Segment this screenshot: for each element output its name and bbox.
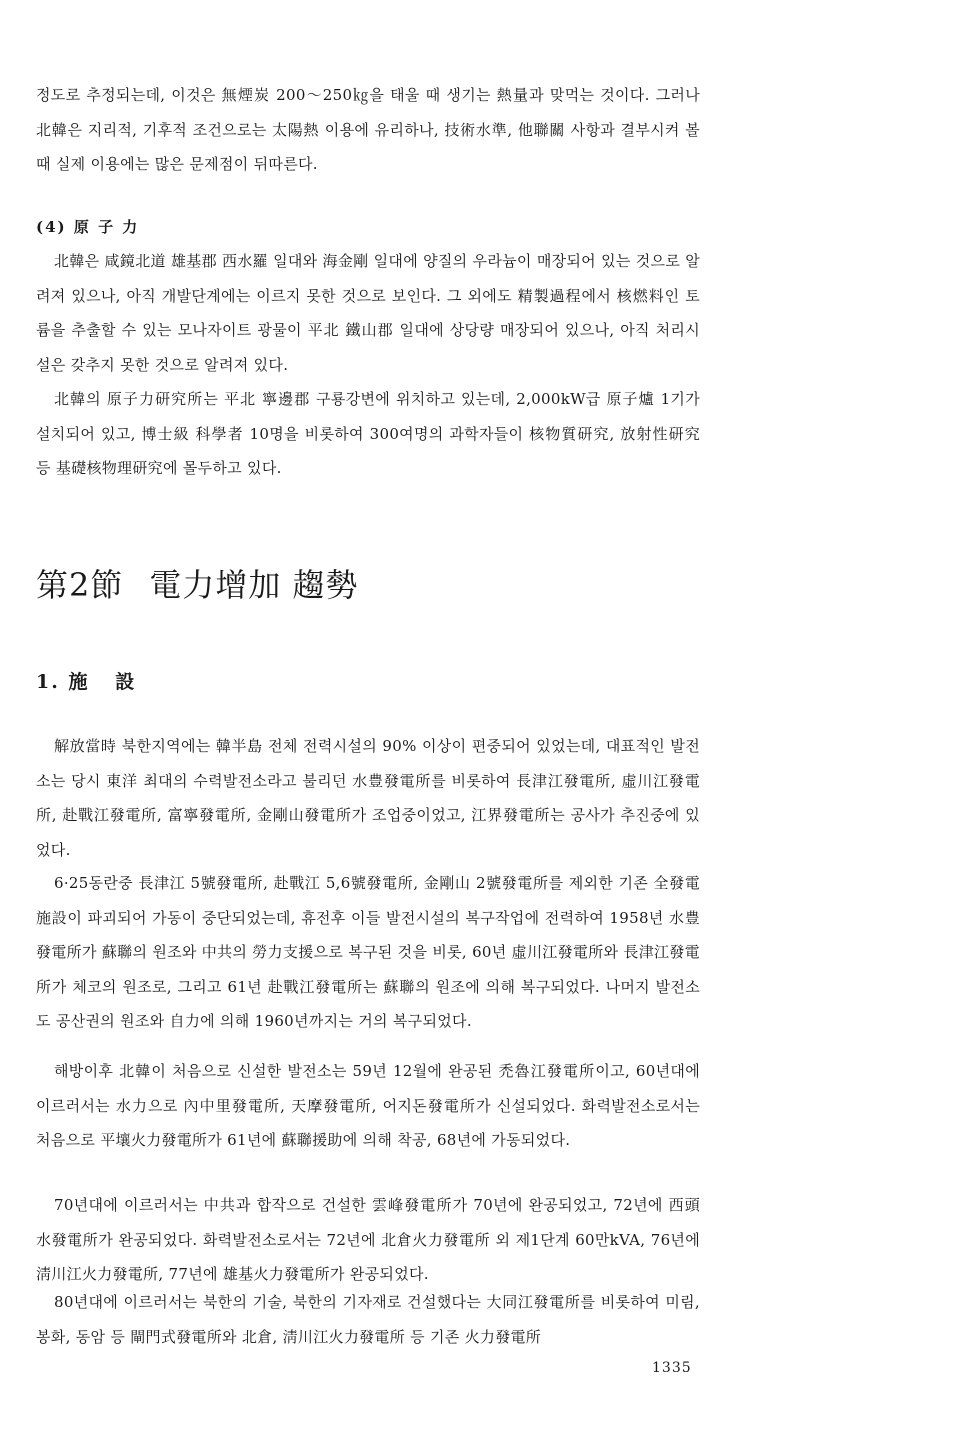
paragraph-plants-70s: 70년대에 이르러서는 中共과 합작으로 건설한 雲峰發電所가 70년에 완공되었고, 72년에 西頭水發電所가 완공되었다. 화력발전소로서는 72년에 北倉火力發電所 외 제1단계 60만kVA, 76년에 淸川江火力發電所, 77년에 雄基火力發電所가 완공되었다. xyxy=(36,1196,700,1283)
paragraph-solar-energy: 정도로 추정되는데, 이것은 無煙炭 200～250㎏을 태울 때 생기는 熱量과 맞먹는 것이다. 그러나 北韓은 지리적, 기후적 조건으로는 太陽熱 이용에 유리하나, 技術水準, 他聯關 사항과 결부시켜 볼 때 실제 이용에는 많은 문제점이 뒤따른다. xyxy=(36,86,700,173)
paragraph-uranium-deposits: 北韓은 咸鏡北道 雄基郡 西水羅 일대와 海金剛 일대에 양질의 우라늄이 매장되어 있는 것으로 알려져 있으나, 아직 개발단계에는 이르지 못한 것으로 보인다. 그 외에도 精製過程에서 核燃料인 토륨을 추출할 수 있는 모나자이트 광물이 平北 鐵山郡 일대에 상당량 매장되어 있으나, 아직 처리시설은 갖추지 못한 것으로 알려져 있다. xyxy=(36,252,700,374)
paragraph-new-plants-60s: 해방이후 北韓이 처음으로 신설한 발전소는 59년 12월에 완공된 禿魯江發電所이고, 60년대에 이르러서는 水力으로 內中里發電所, 天摩發電所, 어지돈發電所가 신설되었다. 화력발전소로서는 처음으로 平壤火力發電所가 61년에 蘇聯援助에 의해 착공, 68년에 가동되었다. xyxy=(36,1062,700,1149)
section-number: 第2節 xyxy=(36,566,124,604)
section-heading-text: 電力增加 趨勢 xyxy=(149,566,359,604)
subsection-facilities: 1. 施 設 xyxy=(36,671,137,693)
section-title xyxy=(36,560,359,606)
paragraph-nuclear-research: 北韓의 原子力研究所는 平北 寧邊郡 구룡강변에 위치하고 있는데, 2,000kW급 原子爐 1기가 설치되어 있고, 博士級 科學者 10명을 비롯하여 300여명의 과학자들이 核物質研究, 放射性研究 등 基礎核物理研究에 몰두하고 있다. xyxy=(36,390,700,477)
page-number: 1335 xyxy=(652,1360,692,1376)
subheading-nuclear-power: (4) 原 子 力 xyxy=(36,218,140,236)
paragraph-war-recovery: 6·25동란중 長津江 5號發電所, 赴戰江 5,6號發電所, 金剛山 2號發電所를 제외한 기존 全發電施設이 파괴되어 가동이 중단되었는데, 휴전후 이들 발전시설의 복구작업에 전력하여 1958년 水豊發電所가 蘇聯의 원조와 中共의 勞力支援으로 복구된 것을 비롯, 60년 虛川江發電所와 長津江發電所가 체코의 원조로, 그리고 61년 赴戰江發電所는 蘇聯의 원조에 의해 복구되었다. 나머지 발전소도 공산권의 원조와 自力에 의해 1960년까지는 거의 복구되었다. xyxy=(36,874,700,1030)
paragraph-plants-80s: 80년대에 이르러서는 북한의 기술, 북한의 기자재로 건설했다는 大同江發電所를 비롯하여 미림, 봉화, 동암 등 閘門式發電所와 北倉, 淸川江火力發電所 등 기존 火力發電所 xyxy=(36,1293,700,1346)
paragraph-liberation-facilities: 解放當時 북한지역에는 韓半島 전체 전력시설의 90% 이상이 편중되어 있었는데, 대표적인 발전소는 당시 東洋 최대의 수력발전소라고 불리던 水豊發電所를 비롯하여 長津江發電所, 虛川江發電所, 赴戰江發電所, 富寧發電所, 金剛山發電所가 조업중이었고, 江界發電所는 공사가 추진중에 있었다. xyxy=(36,737,700,859)
